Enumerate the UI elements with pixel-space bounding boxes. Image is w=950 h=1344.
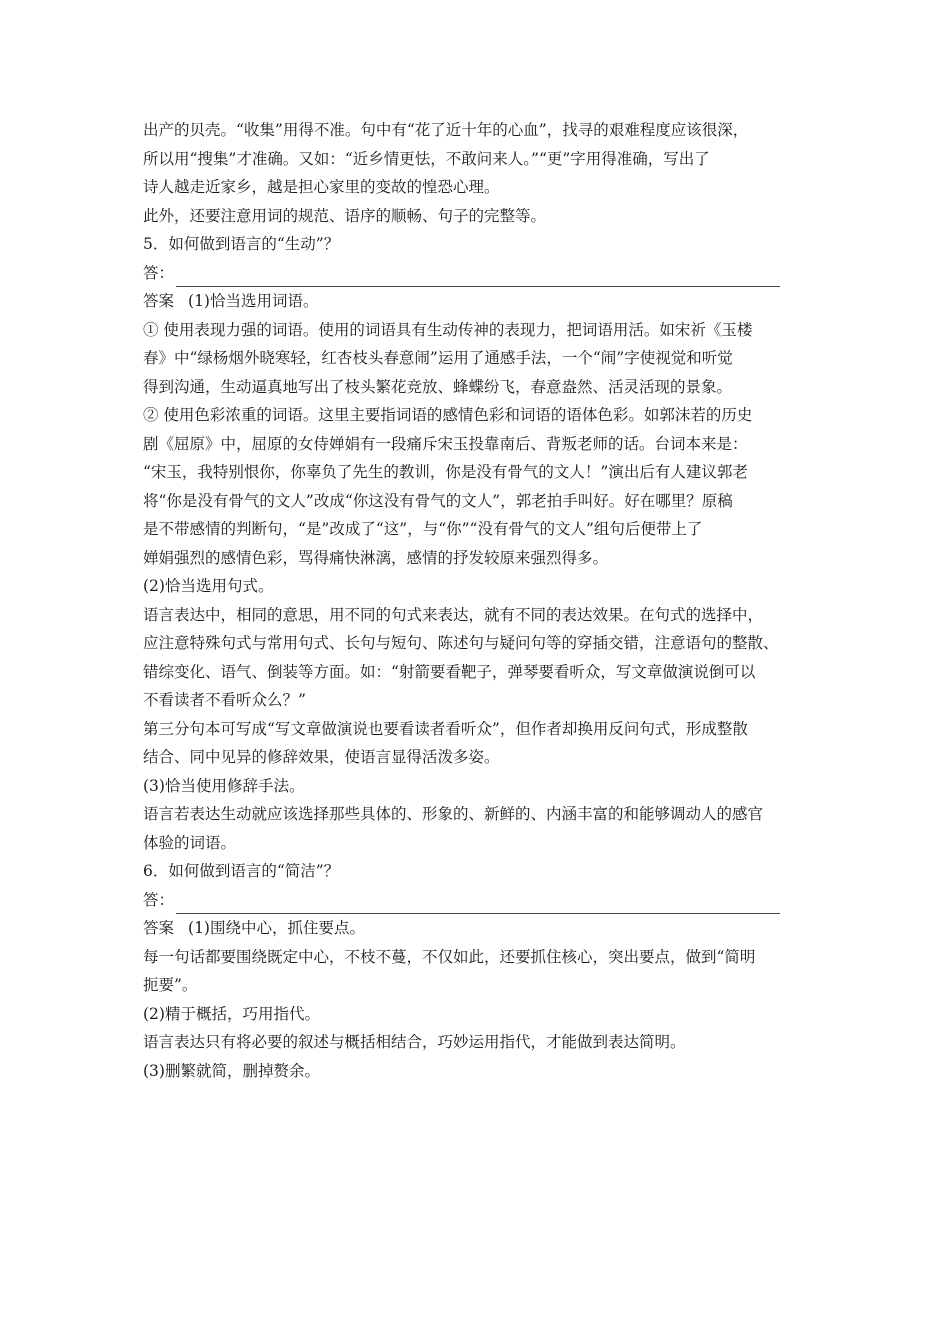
answer-underline[interactable] [176, 268, 780, 287]
text-line: 婵娟强烈的感情色彩，骂得痛快淋漓，感情的抒发较原来强烈得多。 [143, 548, 609, 567]
text-line: 应注意特殊句式与常用句式、长句与短句、陈述句与疑问句等的穿插交错，注意语句的整散、 [143, 634, 779, 652]
answer-point: (1)恰当选用词语。 [188, 292, 319, 310]
answer-prefix: 答： [143, 263, 175, 282]
text-line: 得到沟通，生动逼真地写出了枝头繁花竞放、蜂蝶纷飞，春意盎然、活灵活现的景象。 [143, 377, 733, 396]
text-line: 错综变化、语气、倒装等方面。如：“射箭要看靶子，弹琴要看听众，写文章做演说倒可以 [143, 662, 756, 681]
text-line: 扼要”。 [143, 976, 198, 994]
text-line: 此外，还要注意用词的规范、语序的顺畅、句子的完整等。 [143, 206, 547, 225]
text-line: (2)恰当选用句式。 [143, 577, 274, 595]
text-line: (3)删繁就简，删掉赘余。 [143, 1061, 320, 1080]
text-line: ② 使用色彩浓重的词语。这里主要指词语的感情色彩和词语的语体色彩。如郭沫若的历史 [143, 406, 753, 424]
text-line: (3)恰当使用修辞手法。 [143, 776, 305, 795]
answer-point: (1)围绕中心，抓住要点。 [188, 919, 365, 937]
text-line: 语言表达中，相同的意思，用不同的句式来表达，就有不同的表达效果。在句式的选择中， [143, 605, 764, 624]
text-line: 是不带感情的判断句，“是”改成了“这”，与“你”“没有骨气的文人”组句后便带上了 [143, 520, 703, 538]
answer-blank-5 [143, 259, 823, 288]
answer-heading-5 [143, 287, 823, 316]
text-line: 每一句话都要围绕既定中心，不枝不蔓，不仅如此，还要抓住核心，突出要点，做到“简明 [143, 947, 756, 966]
text-line: 所以用“搜集”才准确。又如：“近乡情更怯，不敢问来人。”“更”字用得准确，写出了 [143, 149, 710, 168]
answer-prefix: 答： [143, 890, 175, 909]
text-line: 不看读者不看听众么？” [143, 691, 306, 709]
text-line: 将“你是没有骨气的文人”改成“你这没有骨气的文人”，郭老拍手叫好。好在哪里？原稿 [143, 491, 733, 510]
question-5: 5．如何做到语言的“生动”？ [143, 235, 340, 253]
text-line: 出产的贝壳。“收集”用得不准。句中有“花了近十年的心血”，找寻的艰难程度应该很深， [143, 121, 749, 139]
text-line: 春》中“绿杨烟外晓寒轻，红杏枝头春意闹”运用了通感手法，一个“闹”字使视觉和听觉 [143, 349, 733, 367]
text-line: 剧《屈原》中，屈原的女侍婵娟有一段痛斥宋玉投靠南后、背叛老师的话。台词本来是： [143, 434, 748, 453]
text-line: 语言表达只有将必要的叙述与概括相结合，巧妙运用指代，才能做到表达简明。 [143, 1033, 686, 1051]
answer-blank-6 [143, 886, 823, 915]
text-line: 体验的词语。 [143, 833, 237, 852]
text-line: 第三分句本可写成“写文章做演说也要看读者看听众”，但作者却换用反问句式，形成整散 [143, 719, 748, 738]
text-line: ① 使用表现力强的词语。使用的词语具有生动传神的表现力，把词语用活。如宋祈《玉楼 [143, 320, 753, 339]
answer-label: 答案 [143, 292, 175, 310]
document-page [143, 116, 823, 1085]
text-line: (2)精于概括，巧用指代。 [143, 1004, 320, 1023]
answer-heading-6 [143, 914, 823, 943]
text-line: 诗人越走近家乡，越是担心家里的变故的惶恐心理。 [143, 178, 500, 196]
text-line: “宋玉，我特别恨你，你辜负了先生的教训，你是没有骨气的文人！”演出后有人建议郭老 [143, 463, 748, 481]
answer-underline[interactable] [176, 895, 780, 914]
text-line: 结合、同中见异的修辞效果，使语言显得活泼多姿。 [143, 748, 500, 766]
text-line: 语言若表达生动就应该选择那些具体的、形象的、新鲜的、内涵丰富的和能够调动人的感官 [143, 805, 764, 823]
question-6: 6．如何做到语言的“简洁”？ [143, 862, 340, 880]
answer-label: 答案 [143, 919, 175, 937]
